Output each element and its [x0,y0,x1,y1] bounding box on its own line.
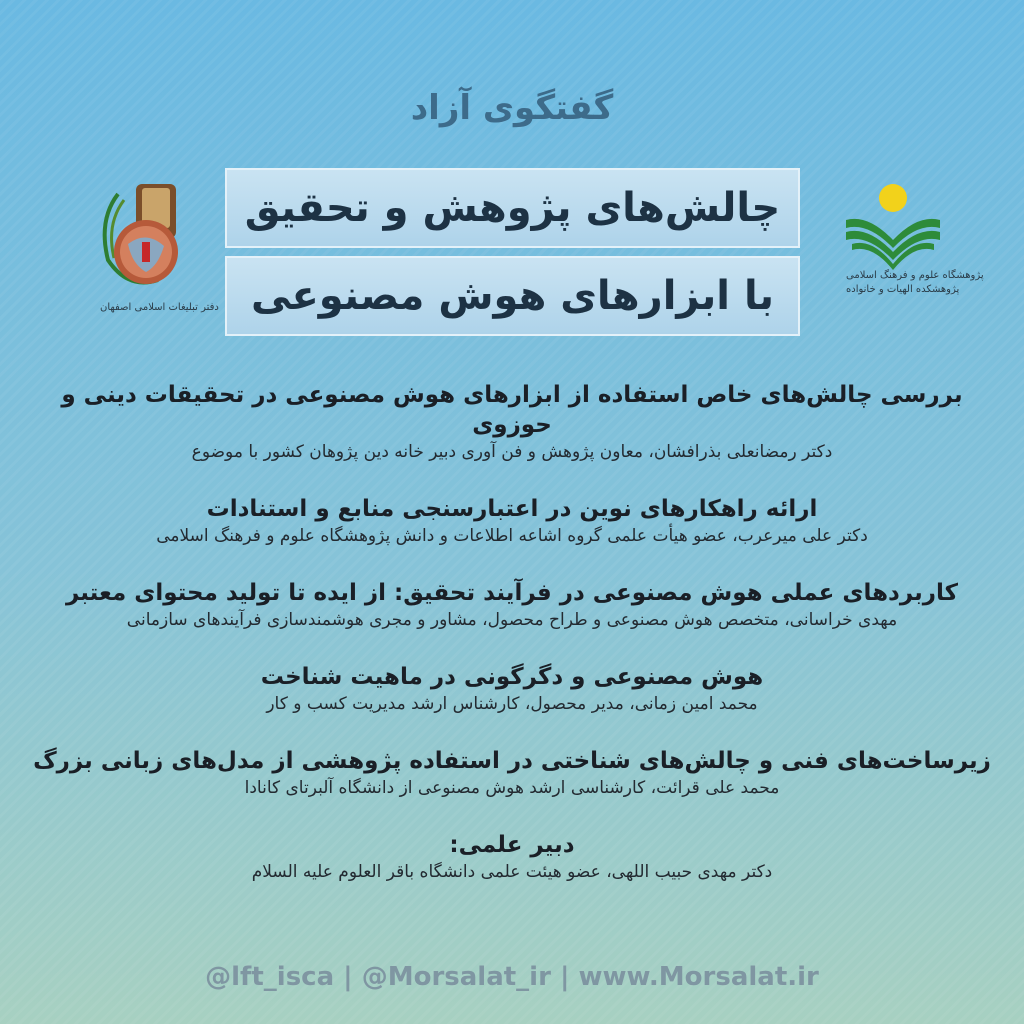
program-item-speaker: مهدی خراسانی، متخصص هوش مصنوعی و طراح محصول، مشاور و مجری هوشمندسازی فرآیندهای سازمانی [126,610,898,630]
footer-handles: @lft_isca | @Morsalat_ir | www.Morsalat.ir [205,962,819,992]
emblem-icon [88,180,198,300]
left-logo [88,180,198,320]
title-line-1 [225,168,800,248]
event-kicker: گفتگوی آزاد [410,88,614,128]
book-sun-icon [838,180,948,280]
program-item-title: دبیر علمی: [449,832,575,858]
program-item-title: بررسی چالش‌های خاص استفاده از ابزارهای هوش مصنوعی در تحقیقات دینی و حوزوی [61,382,963,438]
program-item [30,578,994,632]
title-line-1-text: چالش‌های پژوهش و تحقیق [244,185,781,231]
right-logo-caption-2: پژوهشکده الهیات و خانواده [846,284,960,295]
program-item-speaker: دکتر مهدی حبیب اللهی، عضو هیئت علمی دانشگاه باقر العلوم علیه السلام [251,862,773,882]
program-item-title: زیرساخت‌های فنی و چالش‌های شناختی در استفاده پژوهشی از مدل‌های زبانی بزرگ [33,748,991,774]
program-list [30,380,994,914]
program-item [30,662,994,716]
program-item [30,494,994,548]
program-item-title: کاربردهای عملی هوش مصنوعی در فرآیند تحقیق: از ایده تا تولید محتوای معتبر [65,580,959,606]
left-logo-caption: دفتر تبلیغات اسلامی اصفهان [100,302,219,313]
program-item-title: هوش مصنوعی و دگرگونی در ماهیت شناخت [260,664,764,690]
right-logo-caption-1: پژوهشگاه علوم و فرهنگ اسلامی [846,270,984,281]
program-item-title: ارائه راهکارهای نوین در اعتبارسنجی منابع و استنادات [206,496,818,522]
program-item [30,830,994,884]
program-item-speaker: محمد امین زمانی، مدیر محصول، کارشناس ارشد مدیریت کسب و کار [266,694,758,714]
program-item [30,746,994,800]
right-logo [838,180,948,320]
program-item-speaker: دکتر رمضانعلی بذرافشان، معاون پژوهش و فن آوری دبیر خانه دین پژوهان کشور با موضوع [191,442,833,462]
title-line-2 [225,256,800,336]
program-item-speaker: محمد علی قرائت، کارشناسی ارشد هوش مصنوعی از دانشگاه آلبرتای کانادا [244,778,780,798]
program-item-speaker: دکتر علی میرعرب، عضو هیأت علمی گروه اشاعه اطلاعات و دانش پژوهشگاه علوم و فرهنگ اسلامی [156,526,868,546]
title-line-2-text: با ابزارهای هوش مصنوعی [251,273,774,319]
program-item [30,380,994,464]
